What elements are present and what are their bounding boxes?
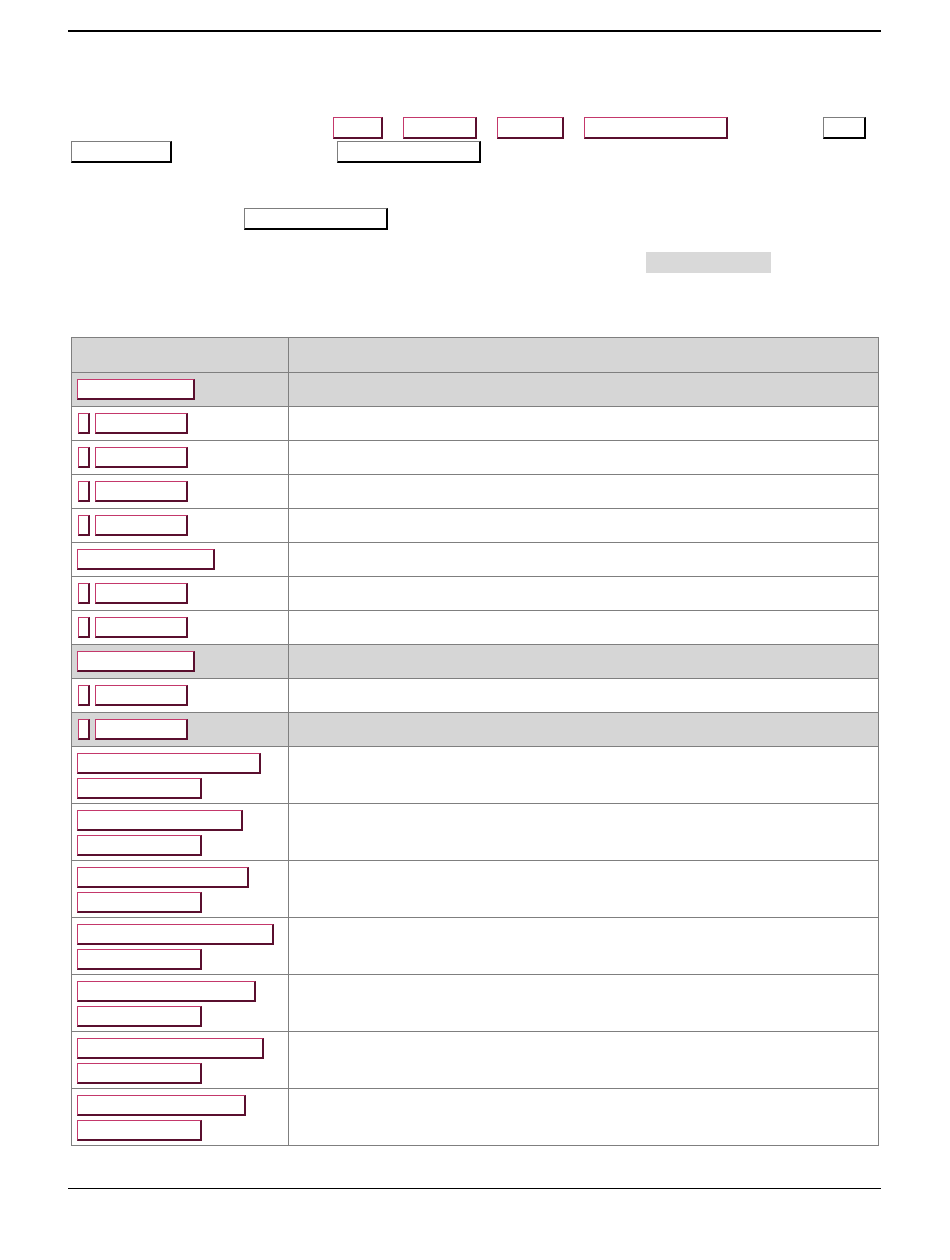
row-description: [289, 577, 879, 611]
row-link[interactable]: [95, 685, 188, 706]
table-row: [72, 679, 879, 713]
table-row: [72, 1032, 879, 1089]
row-description: [289, 861, 879, 918]
row-description: [289, 1089, 879, 1146]
row-label-cell: [72, 975, 289, 1032]
table-row: [72, 509, 879, 543]
row-label-cell: [72, 918, 289, 975]
row-label-cell: [72, 713, 289, 747]
intro-field-3[interactable]: [337, 141, 481, 163]
row-marker-icon[interactable]: [78, 447, 90, 468]
row-link[interactable]: [95, 617, 188, 638]
row-link-secondary[interactable]: [77, 778, 202, 799]
column-header-name: [72, 338, 289, 373]
intro-field-1[interactable]: [823, 117, 866, 139]
row-link-secondary[interactable]: [77, 949, 202, 970]
row-label-cell: [72, 441, 289, 475]
row-label-cell: [72, 1032, 289, 1089]
row-link[interactable]: [95, 447, 188, 468]
table-row: [72, 373, 879, 407]
table-row: [72, 475, 879, 509]
row-description: [289, 611, 879, 645]
highlight-strip: [646, 252, 771, 273]
row-link-secondary[interactable]: [77, 835, 202, 856]
row-label-cell: [72, 1089, 289, 1146]
row-link[interactable]: [77, 379, 195, 400]
table-row: [72, 861, 879, 918]
row-description: [289, 679, 879, 713]
row-marker-icon[interactable]: [78, 583, 90, 604]
row-marker-icon[interactable]: [78, 685, 90, 706]
row-link[interactable]: [77, 981, 256, 1002]
header-rule: [68, 30, 881, 32]
row-label-cell: [72, 861, 289, 918]
table-row: [72, 804, 879, 861]
row-description: [289, 713, 879, 747]
footer-rule: [68, 1188, 881, 1189]
row-link[interactable]: [77, 651, 195, 672]
row-description: [289, 918, 879, 975]
row-link[interactable]: [95, 583, 188, 604]
table-row: [72, 975, 879, 1032]
row-label-cell: [72, 407, 289, 441]
column-header-description: [289, 338, 879, 373]
row-link[interactable]: [95, 719, 188, 740]
table-header-row: [72, 338, 879, 373]
intro-link-4[interactable]: [584, 117, 728, 139]
row-marker-icon[interactable]: [78, 719, 90, 740]
row-label-cell: [72, 577, 289, 611]
table-row: [72, 577, 879, 611]
table-row: [72, 611, 879, 645]
row-link[interactable]: [77, 549, 215, 570]
row-description: [289, 441, 879, 475]
row-link[interactable]: [95, 481, 188, 502]
row-description: [289, 804, 879, 861]
row-label-cell: [72, 373, 289, 407]
table-row: [72, 918, 879, 975]
row-marker-icon[interactable]: [78, 617, 90, 638]
row-link-secondary[interactable]: [77, 1063, 202, 1084]
row-label-cell: [72, 679, 289, 713]
row-description: [289, 509, 879, 543]
row-label-cell: [72, 475, 289, 509]
row-description: [289, 645, 879, 679]
row-label-cell: [72, 509, 289, 543]
reference-table: [71, 337, 879, 1146]
table-row: [72, 441, 879, 475]
row-label-cell: [72, 611, 289, 645]
table-row: [72, 645, 879, 679]
table-row: [72, 1089, 879, 1146]
row-link-secondary[interactable]: [77, 892, 202, 913]
row-label-cell: [72, 804, 289, 861]
row-marker-icon[interactable]: [78, 413, 90, 434]
row-link-secondary[interactable]: [77, 1006, 202, 1027]
intro-field-4[interactable]: [244, 208, 388, 230]
row-description: [289, 373, 879, 407]
row-link[interactable]: [77, 810, 243, 831]
table-row: [72, 713, 879, 747]
intro-field-2[interactable]: [71, 141, 172, 163]
table-row: [72, 407, 879, 441]
intro-link-3[interactable]: [497, 117, 564, 139]
row-link[interactable]: [77, 753, 261, 774]
table-row: [72, 747, 879, 804]
row-label-cell: [72, 645, 289, 679]
intro-link-2[interactable]: [403, 117, 477, 139]
row-description: [289, 975, 879, 1032]
row-marker-icon[interactable]: [78, 481, 90, 502]
row-link[interactable]: [77, 867, 249, 888]
row-link[interactable]: [95, 515, 188, 536]
row-link[interactable]: [77, 924, 274, 945]
row-description: [289, 543, 879, 577]
row-description: [289, 407, 879, 441]
row-description: [289, 475, 879, 509]
row-label-cell: [72, 747, 289, 804]
intro-link-1[interactable]: [333, 117, 383, 139]
row-link[interactable]: [77, 1038, 264, 1059]
row-link[interactable]: [95, 413, 188, 434]
row-link[interactable]: [77, 1095, 246, 1116]
row-marker-icon[interactable]: [78, 515, 90, 536]
row-link-secondary[interactable]: [77, 1120, 202, 1141]
row-label-cell: [72, 543, 289, 577]
row-description: [289, 747, 879, 804]
row-description: [289, 1032, 879, 1089]
table-row: [72, 543, 879, 577]
